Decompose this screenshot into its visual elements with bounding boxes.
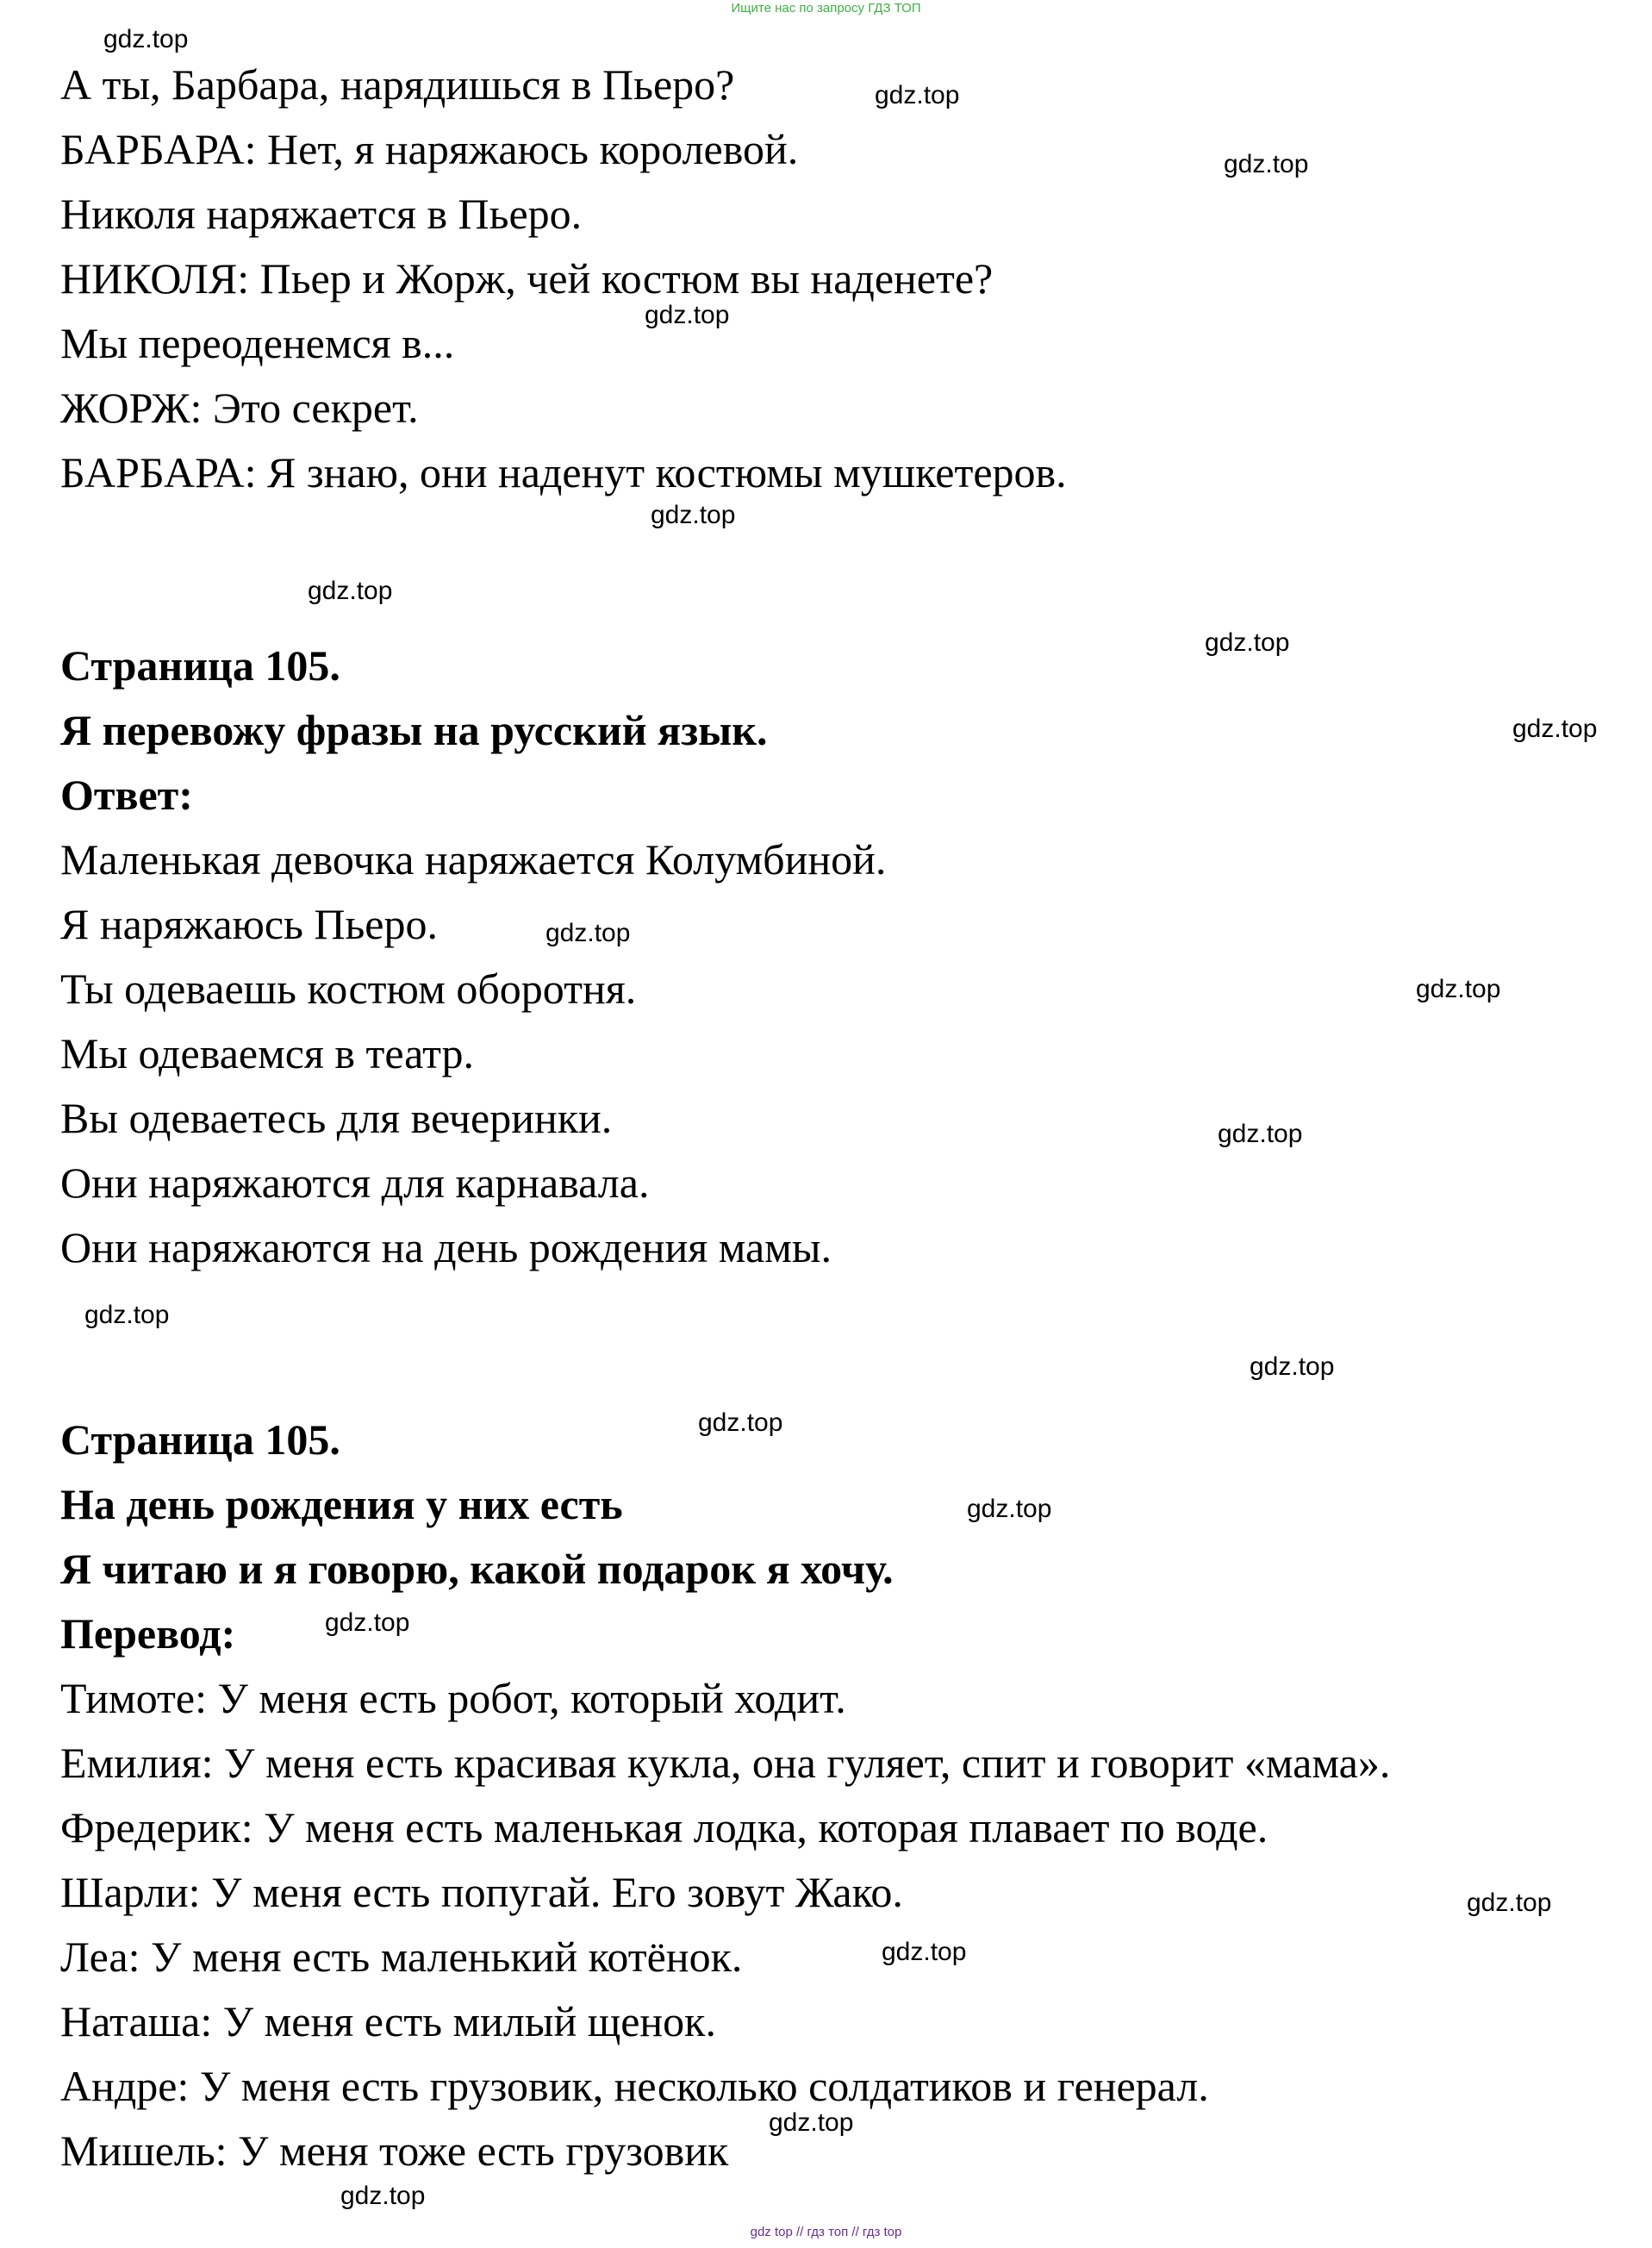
top-banner: Ищите нас по запросу ГДЗ ТОП <box>731 1 921 16</box>
footer-watermark: gdz top // гдз топ // гдз top <box>750 2225 902 2239</box>
watermark: gdz.top <box>325 1608 410 1637</box>
section3-subheading: На день рождения у них есть <box>60 1480 623 1528</box>
watermark: gdz.top <box>967 1495 1052 1523</box>
translation-line-6: Наташа: У меня есть милый щенок. <box>60 1997 716 2045</box>
dialogue-line-4: НИКОЛЯ: Пьер и Жорж, чей костюм вы наденете? <box>60 254 994 303</box>
translation-line-8: Мишель: У меня тоже есть грузовик <box>60 2126 729 2175</box>
section3-heading: Страница 105. <box>60 1415 340 1464</box>
watermark: gdz.top <box>84 1301 170 1329</box>
dialogue-line-2: БАРБАРА: Нет, я наряжаюсь королевой. <box>60 125 799 173</box>
translation-line-2: Емилия: У меня есть красивая кукла, она гуляет, спит и говорит «мама». <box>60 1739 1391 1787</box>
answer-line-6: Они наряжаются для карнавала. <box>60 1158 650 1207</box>
section2-heading: Страница 105. <box>60 641 340 690</box>
watermark: gdz.top <box>769 2108 854 2137</box>
translation-line-5: Леа: У меня есть маленький котёнок. <box>60 1933 743 1981</box>
watermark: gdz.top <box>698 1408 783 1437</box>
translation-label: Перевод: <box>60 1609 236 1658</box>
dialogue-line-1: А ты, Барбара, нарядишься в Пьеро? <box>60 60 735 109</box>
translation-line-4: Шарли: У меня есть попугай. Его зовут Жако. <box>60 1868 903 1916</box>
watermark: gdz.top <box>1512 715 1598 743</box>
answer-line-5: Вы одеваетесь для вечеринки. <box>60 1094 613 1142</box>
dialogue-line-6: ЖОРЖ: Это секрет. <box>60 384 419 432</box>
answer-line-7: Они наряжаются на день рождения мамы. <box>60 1223 832 1271</box>
watermark: gdz.top <box>308 577 393 605</box>
translation-line-3: Фредерик: У меня есть маленькая лодка, которая плавает по воде. <box>60 1803 1269 1851</box>
watermark: gdz.top <box>1224 150 1309 178</box>
watermark: gdz.top <box>1416 975 1501 1003</box>
translation-line-1: Тимоте: У меня есть робот, который ходит. <box>60 1674 846 1722</box>
answer-line-4: Мы одеваемся в театр. <box>60 1029 475 1077</box>
watermark: gdz.top <box>545 919 631 947</box>
section2-task: Я перевожу фразы на русский язык. <box>60 706 768 754</box>
answer-line-3: Ты одеваешь костюм оборотня. <box>60 965 637 1013</box>
watermark: gdz.top <box>1218 1120 1303 1148</box>
watermark: gdz.top <box>875 81 960 109</box>
answer-line-2: Я наряжаюсь Пьеро. <box>60 900 438 948</box>
dialogue-line-3: Николя наряжается в Пьеро. <box>60 190 583 238</box>
answer-label: Ответ: <box>60 771 193 819</box>
section3-task: Я читаю и я говорю, какой подарок я хочу. <box>60 1545 894 1593</box>
watermark: gdz.top <box>645 301 730 329</box>
watermark: gdz.top <box>1250 1352 1335 1381</box>
watermark: gdz.top <box>882 1938 967 1966</box>
dialogue-line-5: Мы переоденемся в... <box>60 319 455 367</box>
translation-line-7: Андре: У меня есть грузовик, несколько солдатиков и генерал. <box>60 2062 1209 2110</box>
watermark: gdz.top <box>1205 628 1290 657</box>
dialogue-line-7: БАРБАРА: Я знаю, они наденут костюмы мушкетеров. <box>60 448 1067 496</box>
watermark: gdz.top <box>1467 1889 1552 1917</box>
watermark: gdz.top <box>340 2182 426 2210</box>
watermark: gdz.top <box>103 25 189 53</box>
answer-line-1: Маленькая девочка наряжается Колумбиной. <box>60 835 887 884</box>
watermark: gdz.top <box>651 501 736 529</box>
